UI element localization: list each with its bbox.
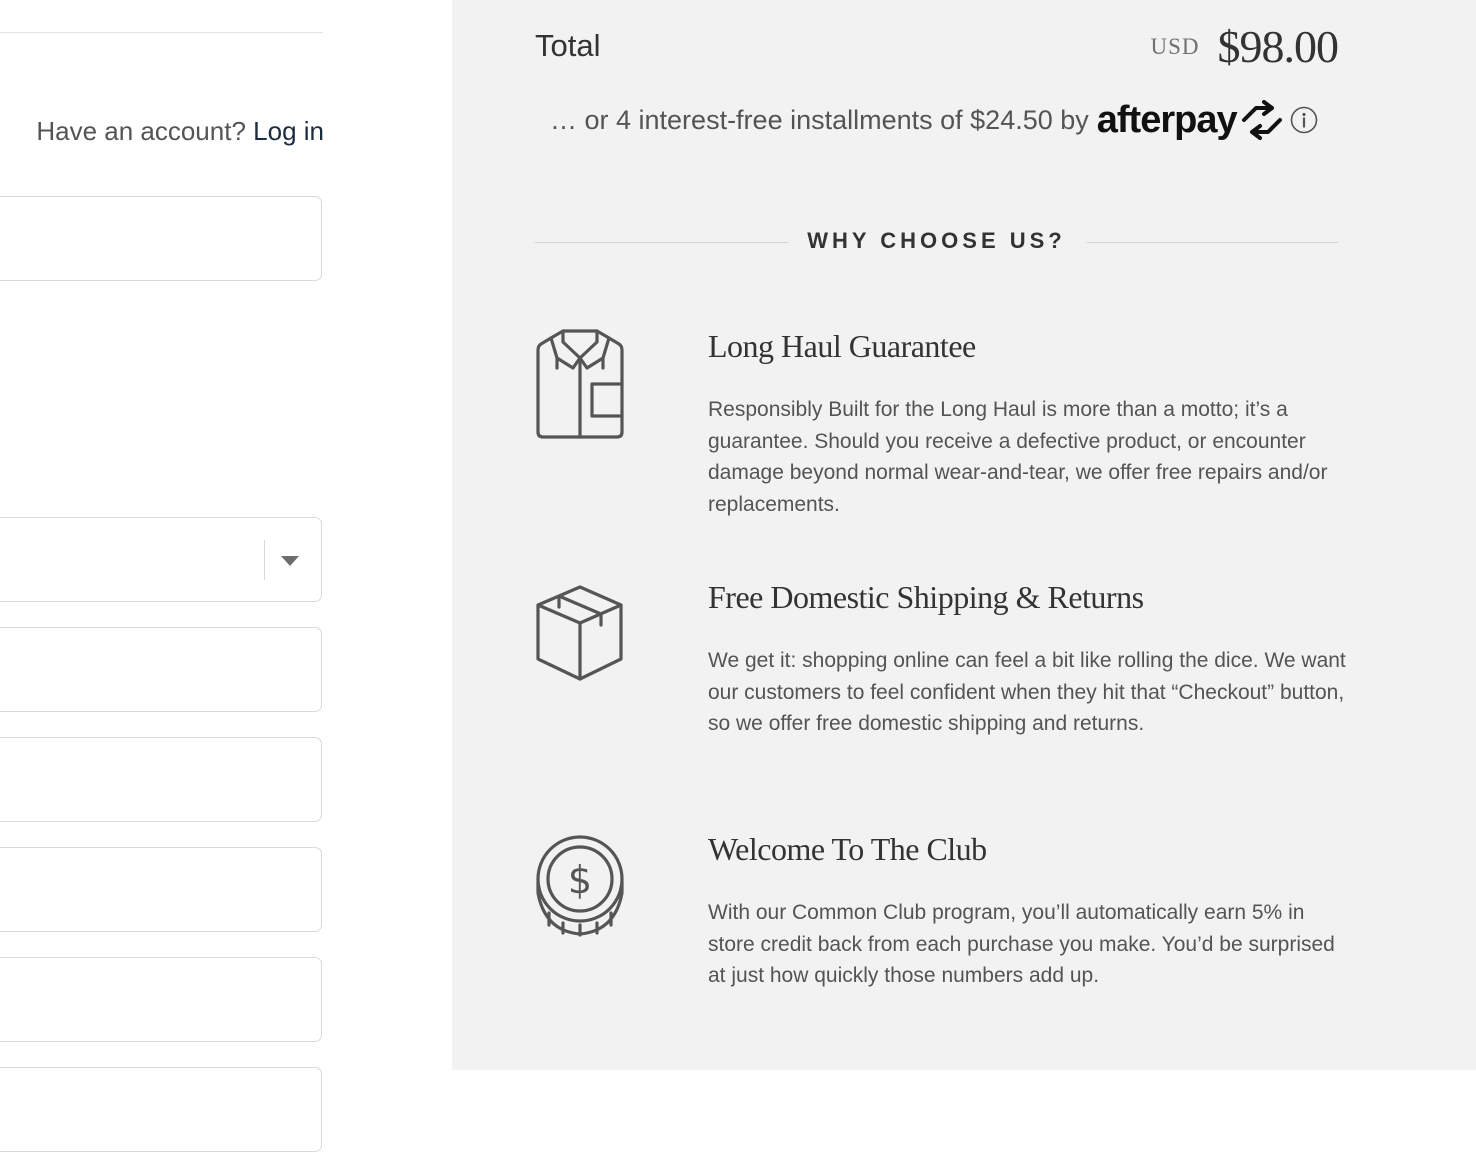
- feature-title: Welcome To The Club: [708, 831, 987, 867]
- heading-rule-right: [1087, 242, 1338, 243]
- select-divider: [264, 540, 265, 580]
- country-select[interactable]: [0, 517, 322, 602]
- section-divider: [0, 32, 323, 33]
- total-label: Total: [535, 28, 601, 63]
- chevron-down-icon[interactable]: [281, 556, 299, 566]
- order-summary-pane: [452, 0, 1476, 1070]
- account-prompt-text: Have an account?: [36, 116, 246, 146]
- why-choose-us-header: [535, 228, 1338, 258]
- total-amount: $98.00: [1217, 21, 1338, 72]
- feature-common-club: [535, 831, 1355, 1011]
- feature-free-shipping: [535, 579, 1355, 779]
- shirt-icon: [535, 328, 625, 440]
- feature-description: With our Common Club program, you’ll automatically earn 5% in store credit back from each purchase you make. You’d be surprised at just how quickly those numbers add up.: [708, 901, 1335, 987]
- installments-text: … or 4 interest-free installments of $24.50 by: [550, 104, 1089, 135]
- afterpay-logo: afterpay: [1096, 98, 1237, 141]
- svg-text:$: $: [567, 858, 593, 902]
- feature-description: Responsibly Built for the Long Haul is more than a motto; it’s a guarantee. Should you receive a defective product, or encounter damage beyond normal wear-and-tear, we offer free repairs and/or replacements.: [708, 398, 1328, 516]
- email-field[interactable]: [0, 196, 322, 281]
- currency-code: USD: [1150, 34, 1200, 59]
- last-name-field[interactable]: [0, 737, 322, 822]
- info-icon[interactable]: [1290, 106, 1318, 134]
- coin-icon: [535, 831, 625, 939]
- why-choose-us-heading: WHY CHOOSE US?: [807, 228, 1066, 253]
- afterpay-installments: [550, 98, 1318, 142]
- total-price: [1150, 20, 1338, 73]
- account-prompt: [36, 116, 324, 147]
- city-field[interactable]: [0, 1067, 322, 1152]
- first-name-field[interactable]: [0, 627, 322, 712]
- feature-long-haul: [535, 328, 1355, 528]
- apartment-field[interactable]: [0, 957, 322, 1042]
- box-icon: [535, 579, 625, 683]
- feature-description: We get it: shopping online can feel a bit like rolling the dice. We want our customers to feel confident when they hit that “Checkout” button, so we offer free domestic shipping and returns.: [708, 649, 1346, 735]
- feature-title: Long Haul Guarantee: [708, 328, 976, 364]
- afterpay-arrows-icon: [1240, 100, 1284, 140]
- login-link[interactable]: Log in: [253, 116, 324, 146]
- address-field[interactable]: [0, 847, 322, 932]
- feature-title: Free Domestic Shipping & Returns: [708, 579, 1144, 615]
- checkout-form-pane: [0, 0, 452, 1070]
